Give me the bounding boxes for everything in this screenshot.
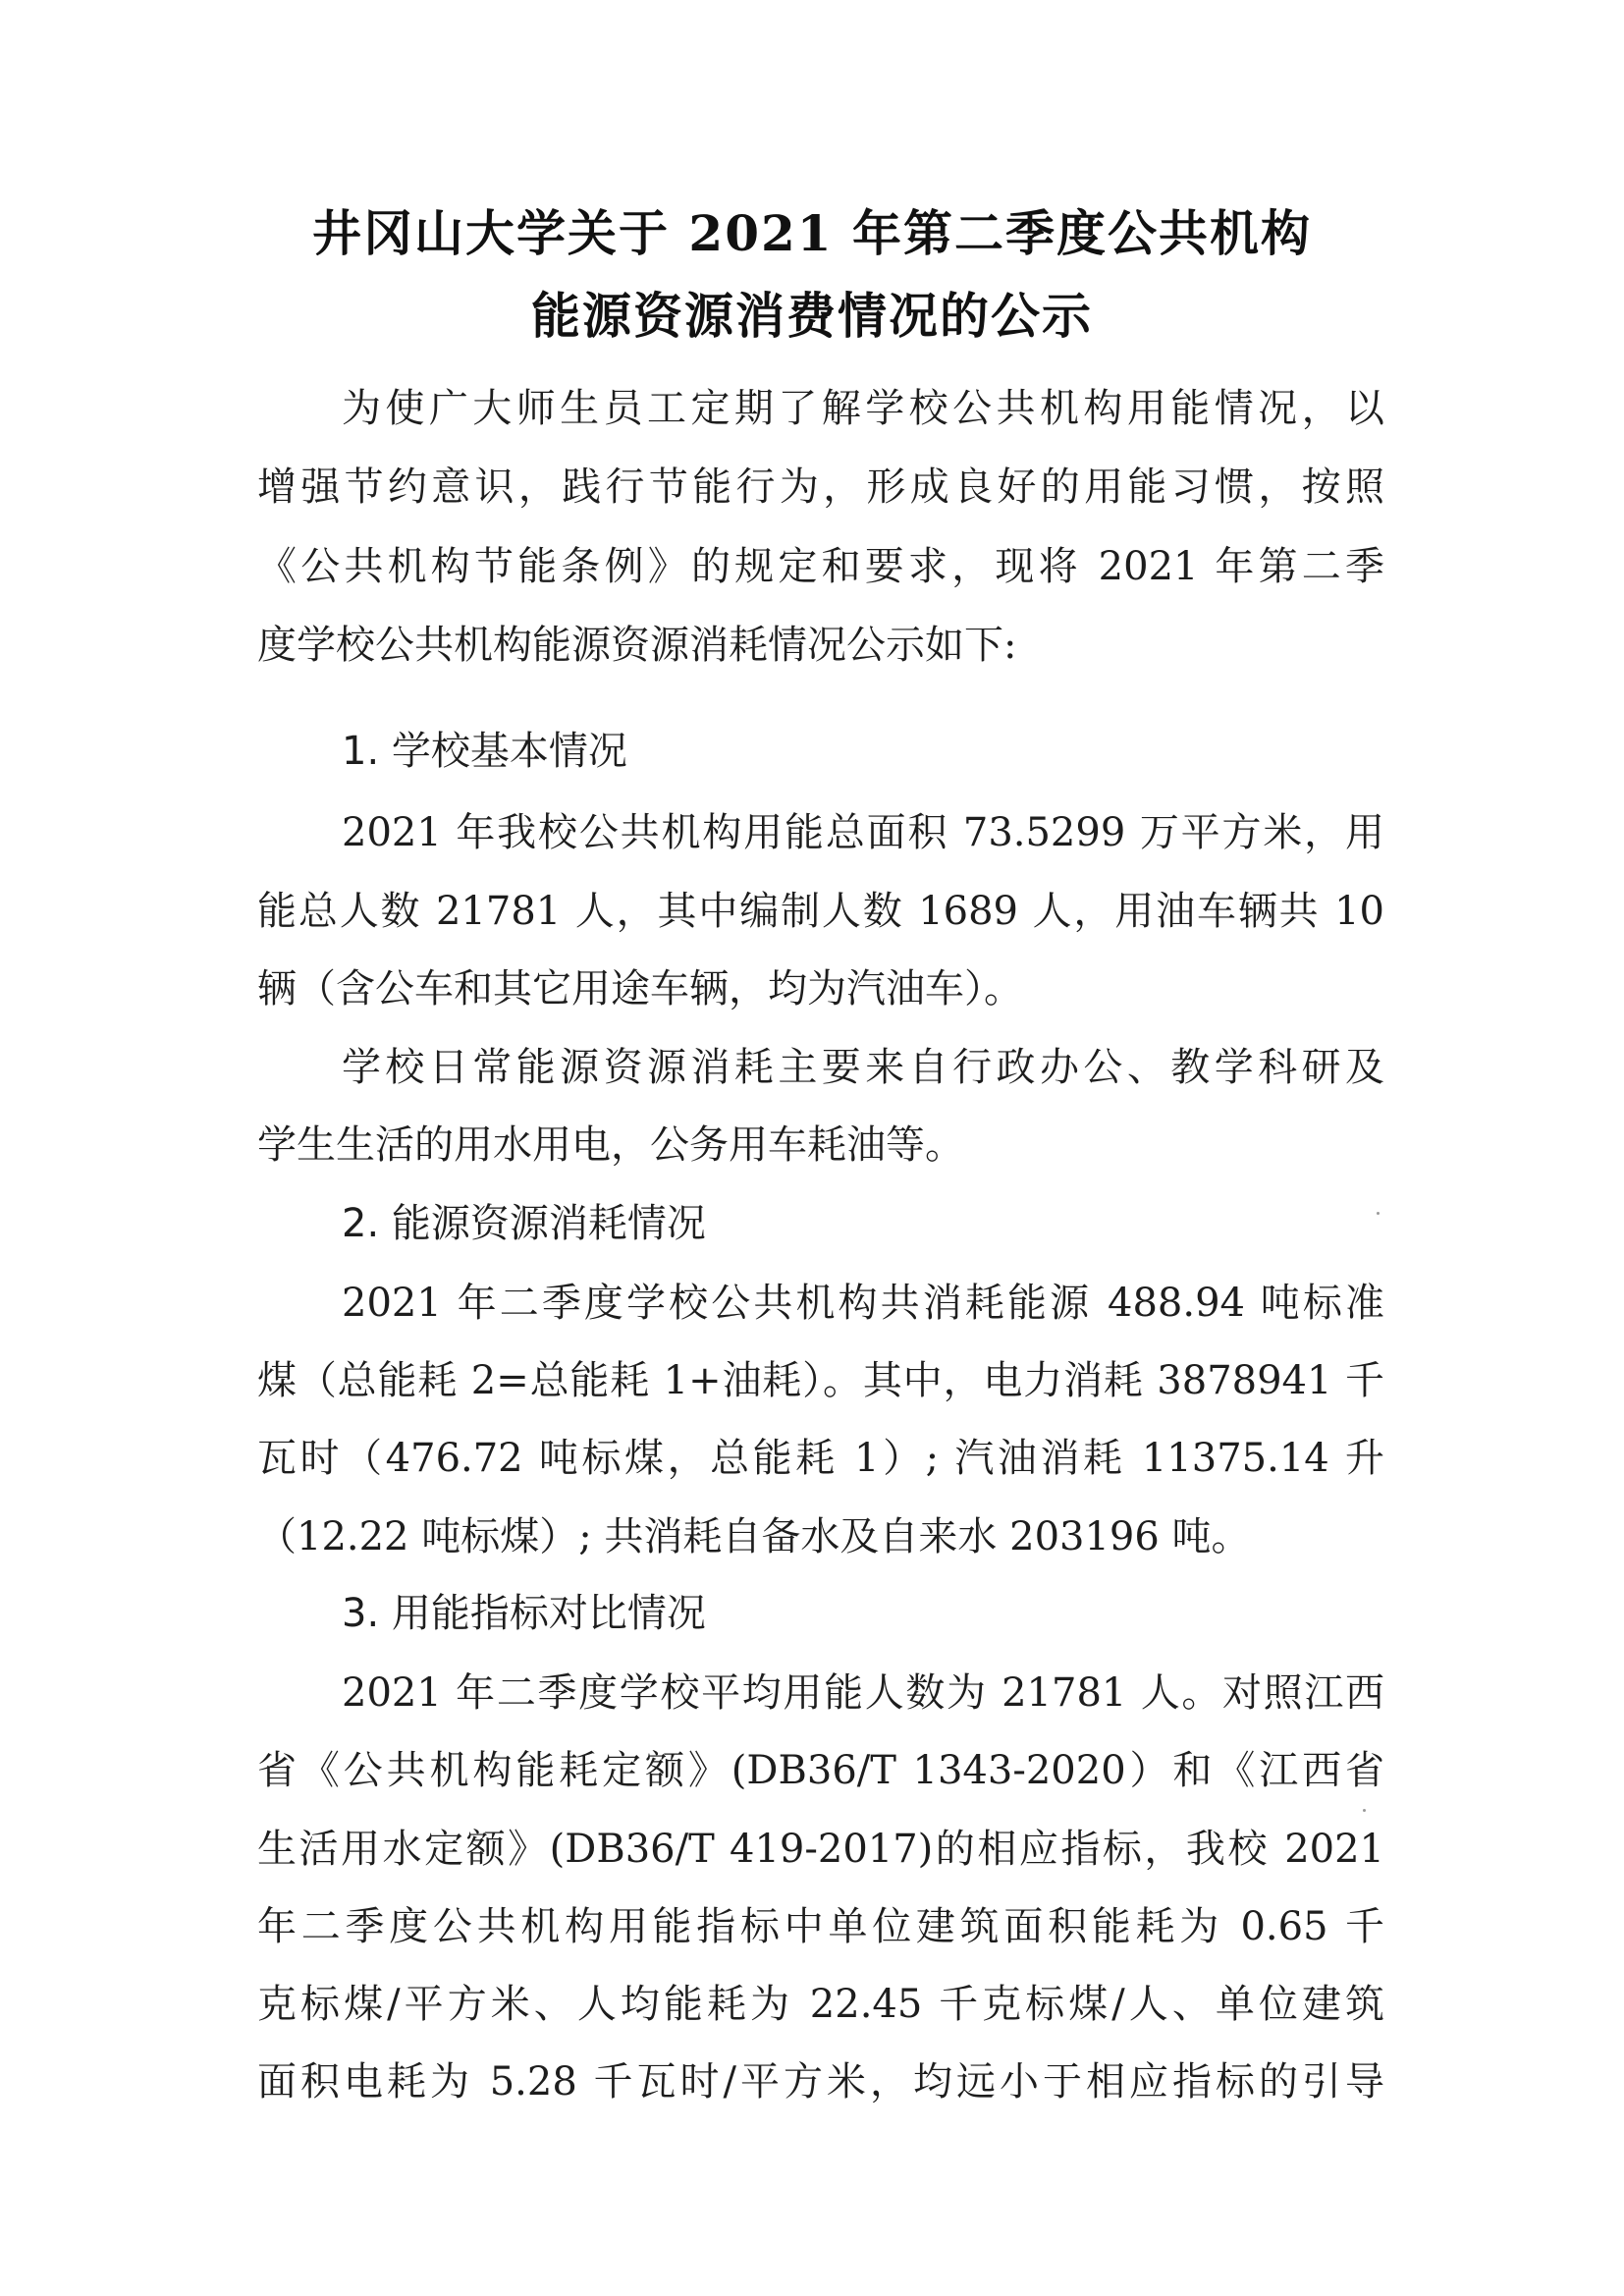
document-title-line-1: 井冈山大学关于 2021 年第二季度公共机构 (312, 204, 1312, 262)
section-1-para-2-line-1: 学校日常能源资源消耗主要来自行政办公、教学科研及 (342, 1045, 1384, 1090)
section-3-line-1: 2021 年二季度学校平均用能人数为 21781 人。对照江西 (342, 1670, 1384, 1716)
document-title-line-2: 能源资源消费情况的公示 (531, 287, 1093, 345)
intro-line-3: 《公共机构节能条例》的规定和要求，现将 2021 年第二季 (257, 544, 1384, 589)
section-3-line-6: 面积电耗为 5.28 千瓦时/平方米，均远小于相应指标的引导 (257, 2059, 1384, 2105)
scan-speck (1377, 1212, 1380, 1215)
section-1-para-2-line-2: 学生生活的用水用电，公务用车耗油等。 (257, 1122, 964, 1168)
section-3-line-3: 生活用水定额》(DB36/T 419-2017)的相应指标，我校 2021 (257, 1827, 1384, 1872)
section-3-line-2: 省《公共机构能耗定额》(DB36/T 1343-2020）和《江西省 (257, 1748, 1384, 1793)
section-1-para-1-line-1: 2021 年我校公共机构用能总面积 73.5299 万平方米，用 (342, 810, 1384, 855)
section-1-heading: 1. 学校基本情况 (342, 729, 627, 774)
intro-line-1: 为使广大师生员工定期了解学校公共机构用能情况，以 (342, 386, 1384, 431)
scan-speck (1363, 1809, 1366, 1812)
section-2-line-1: 2021 年二季度学校公共机构共消耗能源 488.94 吨标准 (342, 1281, 1384, 1326)
section-3-line-4: 年二季度公共机构用能指标中单位建筑面积能耗为 0.65 千 (257, 1904, 1384, 1949)
section-2-heading: 2. 能源资源消耗情况 (342, 1201, 706, 1246)
section-3-heading: 3. 用能指标对比情况 (342, 1591, 706, 1636)
section-1-para-1-line-3: 辆（含公车和其它用途车辆，均为汽油车）。 (257, 966, 1023, 1011)
intro-line-2: 增强节约意识，践行节能行为，形成良好的用能习惯，按照 (257, 465, 1384, 510)
section-2-line-3: 瓦时（476.72 吨标煤，总能耗 1）; 汽油消耗 11375.14 升 (257, 1436, 1384, 1481)
section-1-para-1-line-2: 能总人数 21781 人，其中编制人数 1689 人，用油车辆共 10 (257, 889, 1384, 934)
section-2-line-2: 煤（总能耗 2=总能耗 1+油耗）。其中，电力消耗 3878941 千 (257, 1358, 1384, 1403)
intro-line-4: 度学校公共机构能源资源消耗情况公示如下: (257, 623, 1017, 668)
section-3-line-5: 克标煤/平方米、人均能耗为 22.45 千克标煤/人、单位建筑 (257, 1982, 1384, 2027)
section-2-line-4: （12.22 吨标煤）; 共消耗自备水及自来水 203196 吨。 (257, 1514, 1251, 1559)
